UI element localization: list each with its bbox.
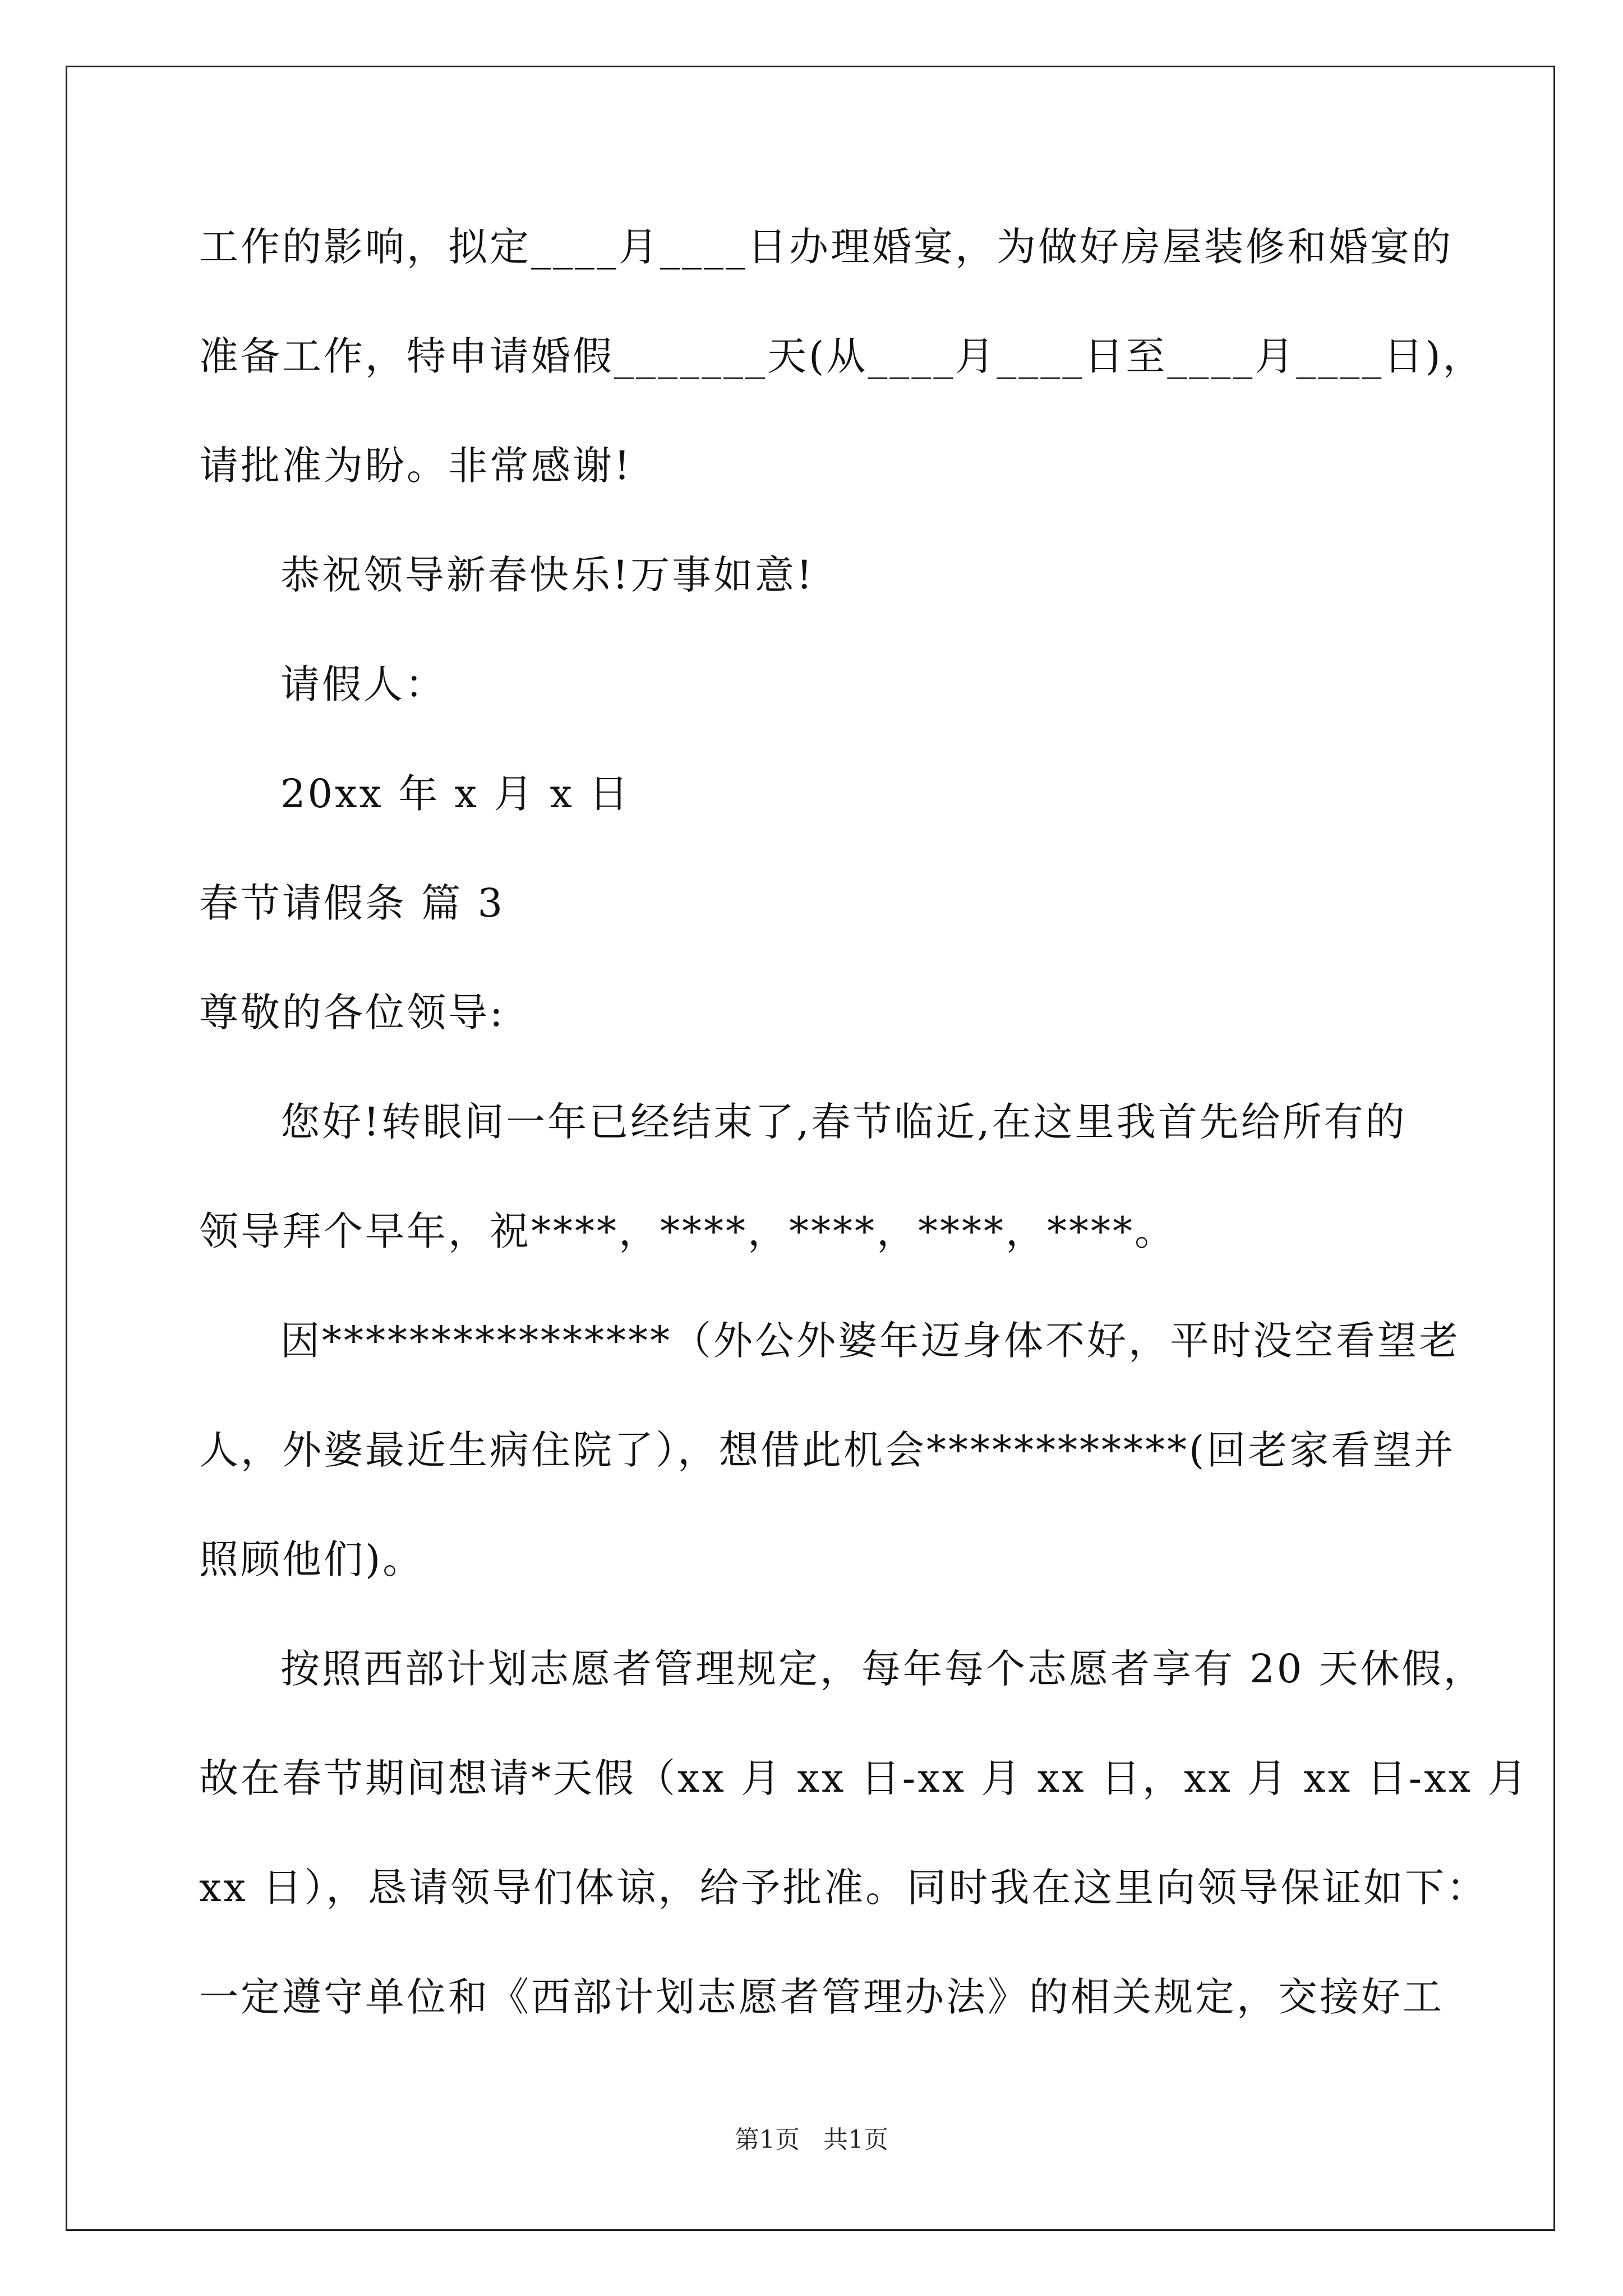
paragraph-line-3: 请批准为盼。非常感谢! <box>199 443 633 489</box>
paragraph-line-11: 因****************（外公外婆年迈身体不好，平时没空看望老 <box>280 1318 1460 1364</box>
paragraph-line-1: 工作的影响，拟定____月____日办理婚宴，为做好房屋装修和婚宴的 <box>199 224 1453 270</box>
page-number: 第1页 <box>735 2125 800 2154</box>
paragraph-line-10: 领导拜个早年，祝****，****，****，****，****。 <box>199 1208 1176 1254</box>
paragraph-line-12: 人，外婆最近生病住院了），想借此机会************(回老家看望并 <box>199 1427 1456 1473</box>
page-footer <box>0 2126 1623 2154</box>
salutation-line: 尊敬的各位领导: <box>199 990 505 1036</box>
paragraph-line-15: 故在春节期间想请*天假（xx 月 xx 日-xx 月 xx 日，xx 月 xx 日-xx 月 <box>199 1755 1529 1801</box>
applicant-line: 请假人： <box>280 661 446 707</box>
page-total: 共1页 <box>823 2125 888 2154</box>
section-heading: 春节请假条 篇 3 <box>199 880 505 926</box>
paragraph-line-13: 照顾他们)。 <box>199 1536 425 1582</box>
paragraph-line-9: 您好!转眼间一年已经结束了,春节临近,在这里我首先给所有的 <box>280 1099 1407 1145</box>
paragraph-line-16: xx 日），恳请领导们体谅，给予批准。同时我在这里向领导保证如下： <box>199 1865 1488 1911</box>
paragraph-line-14: 按照西部计划志愿者管理规定，每年每个志愿者享有 20 天休假， <box>280 1646 1485 1692</box>
paragraph-line-17: 一定遵守单位和《西部计划志愿者管理办法》的相关规定，交接好工 <box>199 1974 1444 2020</box>
date-line: 20xx 年 x 月 x 日 <box>280 771 631 817</box>
paragraph-line-2: 准备工作，特申请婚假_______天(从____月____日至____月____日)， <box>199 333 1484 379</box>
greeting-line: 恭祝领导新春快乐!万事如意! <box>280 552 815 598</box>
